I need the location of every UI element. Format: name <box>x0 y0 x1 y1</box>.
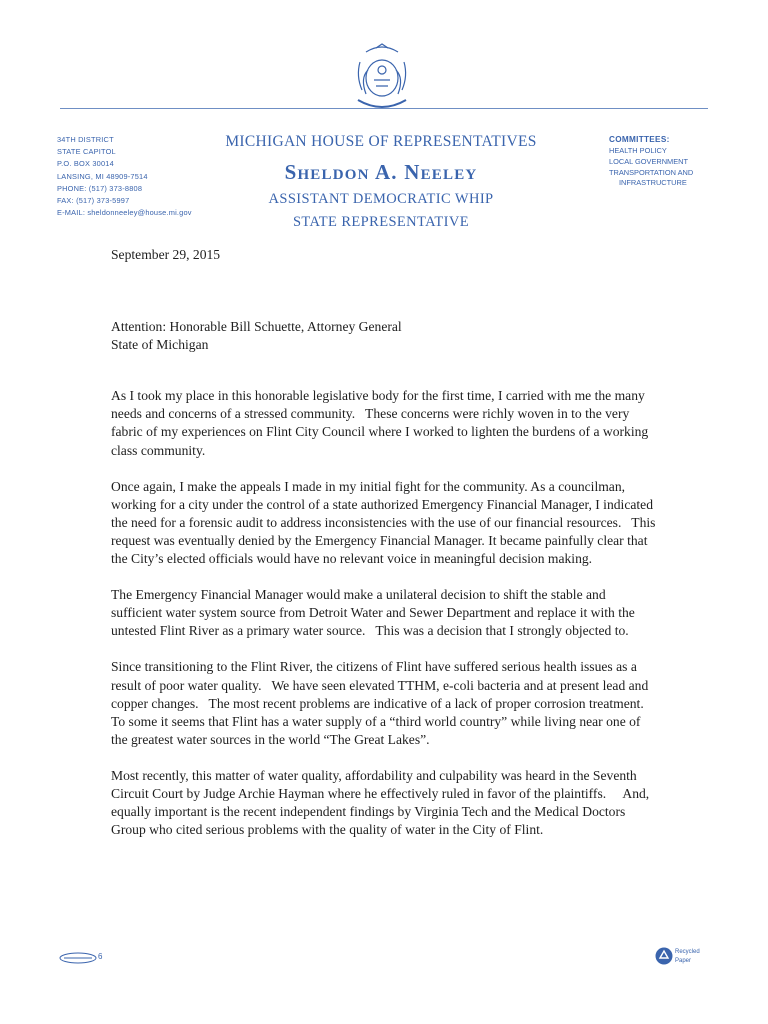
representative-name: Sheldon A. Neeley <box>284 160 478 184</box>
contact-po-box: P.O. BOX 30014 <box>57 159 114 169</box>
letterhead-divider <box>60 108 708 109</box>
letter-paragraph: The Emergency Financial Manager would make a unilateral decision to shift the stable and sufficient water system source from Detroit Water and Sewer Department and replace it with the untested Flint River as a primary water source. This was a decision that I strongly objected to. <box>111 587 639 639</box>
committee-item: INFRASTRUCTURE <box>619 178 687 188</box>
contact-city: LANSING, MI 48909-7514 <box>57 171 148 181</box>
attention-line: Attention: Honorable Bill Schuette, Attorney General <box>111 319 402 335</box>
contact-email: E-MAIL: sheldonneeley@house.mi.gov <box>57 208 192 218</box>
contact-district: 34TH DISTRICT <box>57 135 114 144</box>
contact-fax: FAX: (517) 373-5997 <box>57 196 130 206</box>
committee-item: HEALTH POLICY <box>609 146 667 155</box>
recycle-icon <box>655 947 673 965</box>
letter-paragraph: Most recently, this matter of water quality, affordability and culpability was heard in the Seventh Circuit Court by Judge Archie Hayman where he effectively ruled in favor of the plaintiffs. And, equally important is the recent independent findings by Virginia Tech and the Medical Doctors Group who cited serious problems with the quality of water in the City of Flint. <box>111 767 653 838</box>
union-mark-number: 6 <box>98 952 103 961</box>
union-bug-icon <box>58 951 98 965</box>
attention-state: State of Michigan <box>111 337 209 353</box>
house-name: MICHIGAN HOUSE OF REPRESENTATIVES <box>225 133 537 150</box>
letter-paragraph: Once again, I make the appeals I made in my initial fight for the community. As a councilman, working for a city under the control of a state authorized Emergency Financial Manager, I indicated the need for a forensic audit to address inconsistencies with the use of our financial resources. This request was eventually denied by the Emergency Financial Manager. It became painfully clear that the City’s elected officials would have no relevant voice in meaningful decision making. <box>111 478 659 567</box>
recycled-label-paper: Paper <box>675 958 692 964</box>
letter-body <box>111 246 659 857</box>
committees-heading: COMMITTEES: <box>609 135 670 144</box>
committee-item: TRANSPORTATION AND <box>609 167 694 177</box>
contact-building: STATE CAPITOL <box>57 147 116 157</box>
union-label <box>58 951 106 965</box>
state-seal-icon <box>346 40 418 116</box>
letter-paragraph: As I took my place in this honorable legislative body for the first time, I carried with me the many needs and concerns of a stressed community. These concerns were richly woven in to the very fabric of my experiences on Flint City Council where I worked to lighten the burdens of a working class community. <box>111 388 652 458</box>
contact-phone: PHONE: (517) 373-8808 <box>57 183 143 193</box>
attention-block <box>111 318 656 354</box>
representative-title: STATE REPRESENTATIVE <box>292 214 470 230</box>
committee-item: LOCAL GOVERNMENT <box>609 156 688 166</box>
letterhead-title-block <box>224 131 538 233</box>
contact-block <box>57 134 227 219</box>
recycled-label: Recycled <box>675 949 700 955</box>
letter-paragraph: Since transitioning to the Flint River, the citizens of Flint have suffered serious health issues as a result of poor water quality. We have seen elevated TTHM, e-coli bacteria and at present lead and copper changes. The most recent problems are indicative of a lack of proper corrosion treatment. To some it seems that Flint has a water supply of a “third world country” while living near one of the greatest water sources in the world “The Great Lakes”. <box>111 659 654 747</box>
committees-block <box>609 134 724 189</box>
representative-title-whip: ASSISTANT DEMOCRATIC WHIP <box>268 191 494 207</box>
letter-date: September 29, 2015 <box>111 247 221 262</box>
recycled-paper-mark <box>655 947 715 969</box>
